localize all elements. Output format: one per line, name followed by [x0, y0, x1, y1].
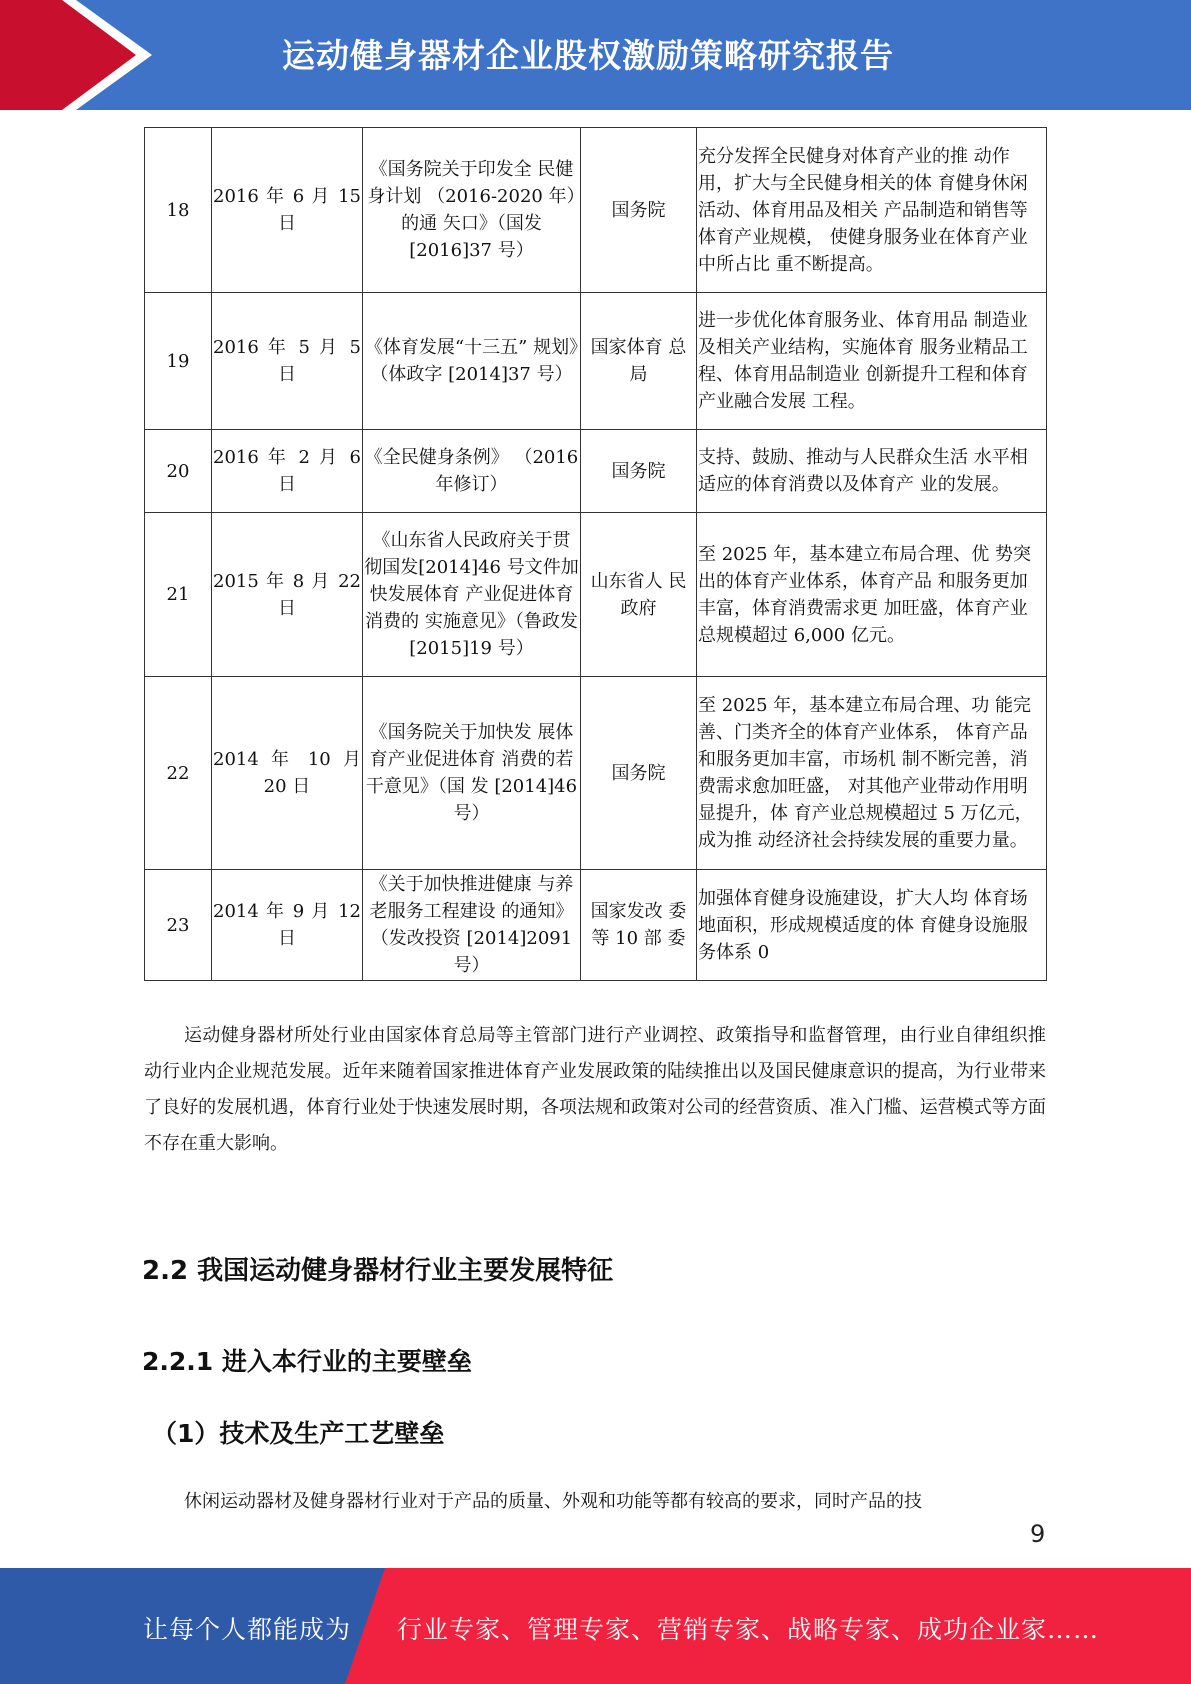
row-issuer: 国务院	[581, 128, 697, 293]
section-heading-2-2: 2.2 我国运动健身器材行业主要发展特征	[142, 1256, 614, 1286]
row-date: 2016 年 5 月 5 日	[212, 293, 363, 430]
row-issuer: 国家发改 委等 10 部 委	[581, 870, 697, 981]
section-heading-2-2-1: 2.2.1 进入本行业的主要壁垒	[142, 1347, 472, 1376]
row-description: 至 2025 年，基本建立布局合理、优 势突出的体育产业体系，体育产品 和服务更加丰富，体育消费需求更 加旺盛，体育产业总规模超过 6,000 亿元。	[697, 513, 1047, 677]
table-row	[145, 513, 1047, 677]
row-description: 充分发挥全民健身对体育产业的推 动作用，扩大与全民健身相关的体 育健身休闲活动、体育用品及相关 产品制造和销售等体育产业规模， 使健身服务业在体育产业中所占比 重不断提高。	[697, 128, 1047, 293]
row-number: 20	[145, 430, 212, 513]
policy-table	[144, 127, 1047, 981]
table-row	[145, 430, 1047, 513]
report-title: 运动健身器材企业股权激励策略研究报告	[282, 36, 894, 75]
row-policy-name: 《关于加快推进健康 与养老服务工程建设 的通知》（发改投资 [2014]2091 号）	[363, 870, 581, 981]
table-row	[145, 870, 1047, 981]
row-description: 支持、鼓励、推动与人民群众生活 水平相适应的体育消费以及体育产 业的发展。	[697, 430, 1047, 513]
row-date: 2016 年 6 月 15 日	[212, 128, 363, 293]
row-description: 进一步优化体育服务业、体育用品 制造业及相关产业结构，实施体育 服务业精品工程、体育用品制造业 创新提升工程和体育产业融合发展 工程。	[697, 293, 1047, 430]
row-issuer: 山东省人 民政府	[581, 513, 697, 677]
row-number: 21	[145, 513, 212, 677]
row-number: 18	[145, 128, 212, 293]
row-policy-name: 《山东省人民政府关于贯彻国发[2014]46 号文件加快发展体育 产业促进体育消费的 实施意见》（鲁政发 [2015]19 号）	[363, 513, 581, 677]
row-description: 至 2025 年，基本建立布局合理、功 能完善、门类齐全的体育产业体系， 体育产品和服务更加丰富，市场机 制不断完善，消费需求愈加旺盛， 对其他产业带动作用明显提升，体 育产业总规模超过 5 万亿元，成为推 动经济社会持续发展的重要力量。	[697, 677, 1047, 870]
table-row	[145, 293, 1047, 430]
row-date: 2016 年 2 月 6 日	[212, 430, 363, 513]
tech-barrier-paragraph: 休闲运动器材及健身器材行业对于产品的质量、外观和功能等都有较高的要求，同时产品的技	[184, 1491, 922, 1512]
row-number: 22	[145, 677, 212, 870]
header-red-wedge	[0, 0, 140, 110]
row-policy-name: 《体育发展“十三五” 规划》（体政字 [2014]37 号）	[363, 293, 581, 430]
row-issuer: 国务院	[581, 677, 697, 870]
row-policy-name: 《国务院关于印发全 民健身计划 （2016-2020 年）的通 矢口》（国发 [2016]37 号）	[363, 128, 581, 293]
row-issuer: 国务院	[581, 430, 697, 513]
page-number: 9	[1030, 1520, 1046, 1548]
row-policy-name: 《国务院关于加快发 展体育产业促进体育 消费的若干意见》（国 发 [2014]46 号）	[363, 677, 581, 870]
page-header	[0, 0, 1191, 110]
page-footer	[0, 1568, 1191, 1684]
row-number: 19	[145, 293, 212, 430]
table-row	[145, 128, 1047, 293]
footer-slogan-right: 行业专家、管理专家、营销专家、战略专家、成功企业家……	[397, 1615, 1100, 1644]
row-description: 加强体育健身设施建设，扩大人均 体育场地面积，形成规模适度的体 育健身设施服务体系 0	[697, 870, 1047, 981]
subsection-heading-tech-barrier: （1）技术及生产工艺壁垒	[152, 1419, 445, 1448]
row-issuer: 国家体育 总局	[581, 293, 697, 430]
industry-regulation-paragraph: 运动健身器材所处行业由国家体育总局等主管部门进行产业调控、政策指导和监督管理，由行业自律组织推动行业内企业规范发展。近年来随着国家推进体育产业发展政策的陆续推出以及国民健康意识的提高，为行业带来了良好的发展机遇，体育行业处于快速发展时期，各项法规和政策对公司的经营资质、准入门槛、运营模式等方面不存在重大影响。	[144, 1025, 1046, 1154]
table-row	[145, 677, 1047, 870]
row-number: 23	[145, 870, 212, 981]
row-date: 2015 年 8 月 22 日	[212, 513, 363, 677]
row-date: 2014 年 10 月 20 日	[212, 677, 363, 870]
row-policy-name: 《全民健身条例》 （2016 年修订）	[363, 430, 581, 513]
footer-slogan-left: 让每个人都能成为	[143, 1615, 352, 1644]
row-date: 2014 年 9 月 12 日	[212, 870, 363, 981]
